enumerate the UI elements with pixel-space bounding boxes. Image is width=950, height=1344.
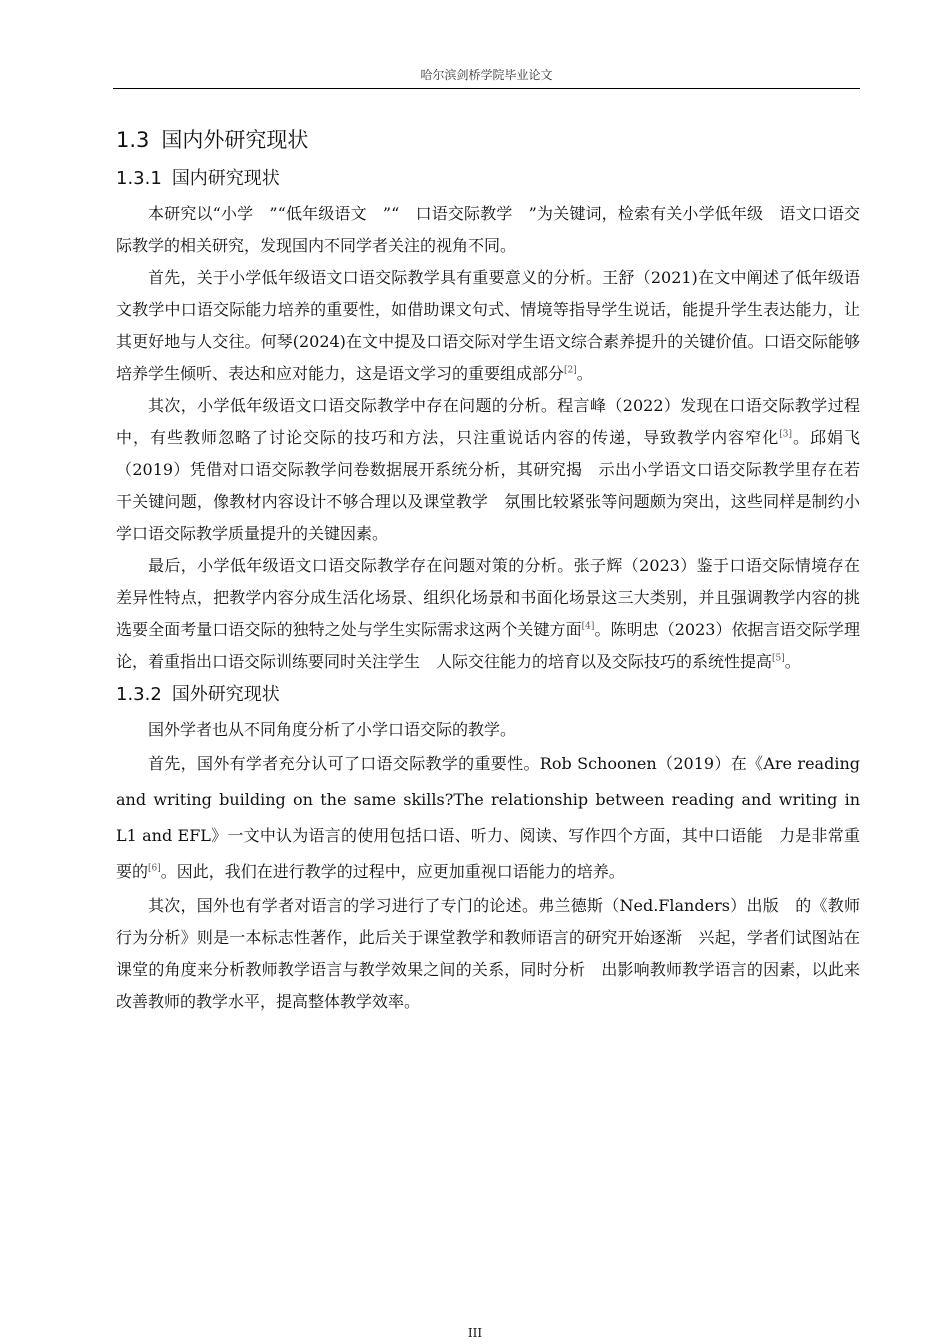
- paragraph-text: 首先，关于小学低年级语文口语交际教学具有重要意义的分析。王舒（2021)在文中阐述了低年级语文教学中口语交际能力培养的重要性，如借助课文句式、情境等指导学生说话，能提升学生表达能力，让其更好地与人交往。何琴(2024)在文中提及口语交际对学生语文综合素养提升的关键价值。口语交际能够培养学生倾听、表达和应对能力，这是语文学习的重要组成部分: [116, 268, 860, 383]
- citation-ref: [3]: [779, 429, 792, 440]
- paragraph: [116, 198, 860, 262]
- paragraph-text: 其次，小学低年级语文口语交际教学中存在问题的分析。程言峰（2022）发现在口语交际教学过程中，有些教师忽略了讨论交际的技巧和方法，只注重说话内容的传递，导致教学内容窄化: [116, 396, 860, 447]
- paragraph: [116, 746, 877, 890]
- citation-ref: [6]: [148, 863, 161, 874]
- paragraph: [116, 714, 860, 746]
- paragraph-text: 。: [576, 364, 593, 383]
- paragraph-text: 最后，小学低年级语文口语交际教学存在问题对策的分析。张子辉（2023）鉴于口语交际情境存在差异性特点，把教学内容分成生活化场景、组织化场景和书面化场景这三大类别，并且强调教学内容的挑选要全面考量口语交际的独特之处与学生实际需求这两个关键方面: [116, 556, 860, 639]
- paragraph-text: 。邱娟飞（2019）凭借对口语交际教学问卷数据展开系统分析，其研究揭 示出小学语文口语交际教学里存在若干关键问题，像教材内容设计不够合理以及课堂教学 氛围比较紧张等问题颇为突出，这些同样是制约小学口语交际教学质量提升的关键因素。: [116, 428, 860, 543]
- page-number: III: [467, 1326, 483, 1340]
- citation-ref: [5]: [772, 653, 785, 664]
- paragraph-text: 其次，国外也有学者对语言的学习进行了专门的论述。弗兰德斯（Ned.Flanders）出版 的《教师行为分析》则是一本标志性著作，此后关于课堂教学和教师语言的研究开始逐渐 兴起，学者们试图站在课堂的角度来分析教师教学语言与教学效果之间的关系，同时分析 出影响教师教学语言的因素，以此来改善教师的教学水平，提高整体教学效率。: [116, 896, 860, 1011]
- paragraph-text: 。陈明忠（2023）依据言语交际学理论，着重指出口语交际训练要同时关注学生 人际交往能力的培育以及交际技巧的系统性提高: [116, 620, 860, 671]
- section-number: 1.3: [116, 128, 150, 152]
- header-rule: [113, 88, 860, 89]
- section-heading: [116, 122, 860, 158]
- paragraph-text: 本研究以“小学 ”“低年级语文 ”“ 口语交际教学 ”为关键词，检索有关小学低年级 语文口语交际教学的相关研究，发现国内不同学者关注的视角不同。: [116, 204, 860, 255]
- section-title: 国内外研究现状: [161, 128, 309, 152]
- paragraph: [116, 390, 860, 550]
- paragraph-text: 国外学者也从不同角度分析了小学口语交际的教学。: [148, 720, 517, 739]
- citation-ref: [2]: [564, 365, 577, 376]
- citation-ref: [4]: [581, 621, 595, 632]
- subsection-title: 国内研究现状: [171, 168, 280, 189]
- paragraph: [116, 262, 860, 390]
- paragraph: [116, 550, 860, 678]
- subsection-title: 国外研究现状: [171, 684, 280, 705]
- body-content: [116, 122, 877, 1018]
- subsection-heading-foreign: [116, 678, 860, 712]
- paragraph-text: 首先，国外有学者充分认可了口语交际教学的重要性。Rob Schoonen（2019）在《Are reading and writing building on the same skills?The relationship between reading and writing in L1 and EFL》一文中认为语言的使用包括口语、听力、阅读、写作四个方面，其中口语能 力是非常重要的: [116, 754, 877, 881]
- subsection-heading-domestic: [116, 162, 860, 196]
- subsection-number: 1.3.1: [116, 168, 162, 189]
- paragraph-text: 。: [784, 652, 801, 671]
- subsection-number: 1.3.2: [116, 684, 162, 705]
- paragraph: [116, 890, 860, 1018]
- running-header: 哈尔滨剑桥学院毕业论文: [420, 68, 553, 82]
- paragraph-text: 。因此，我们在进行教学的过程中，应更加重视口语能力的培养。: [160, 862, 625, 881]
